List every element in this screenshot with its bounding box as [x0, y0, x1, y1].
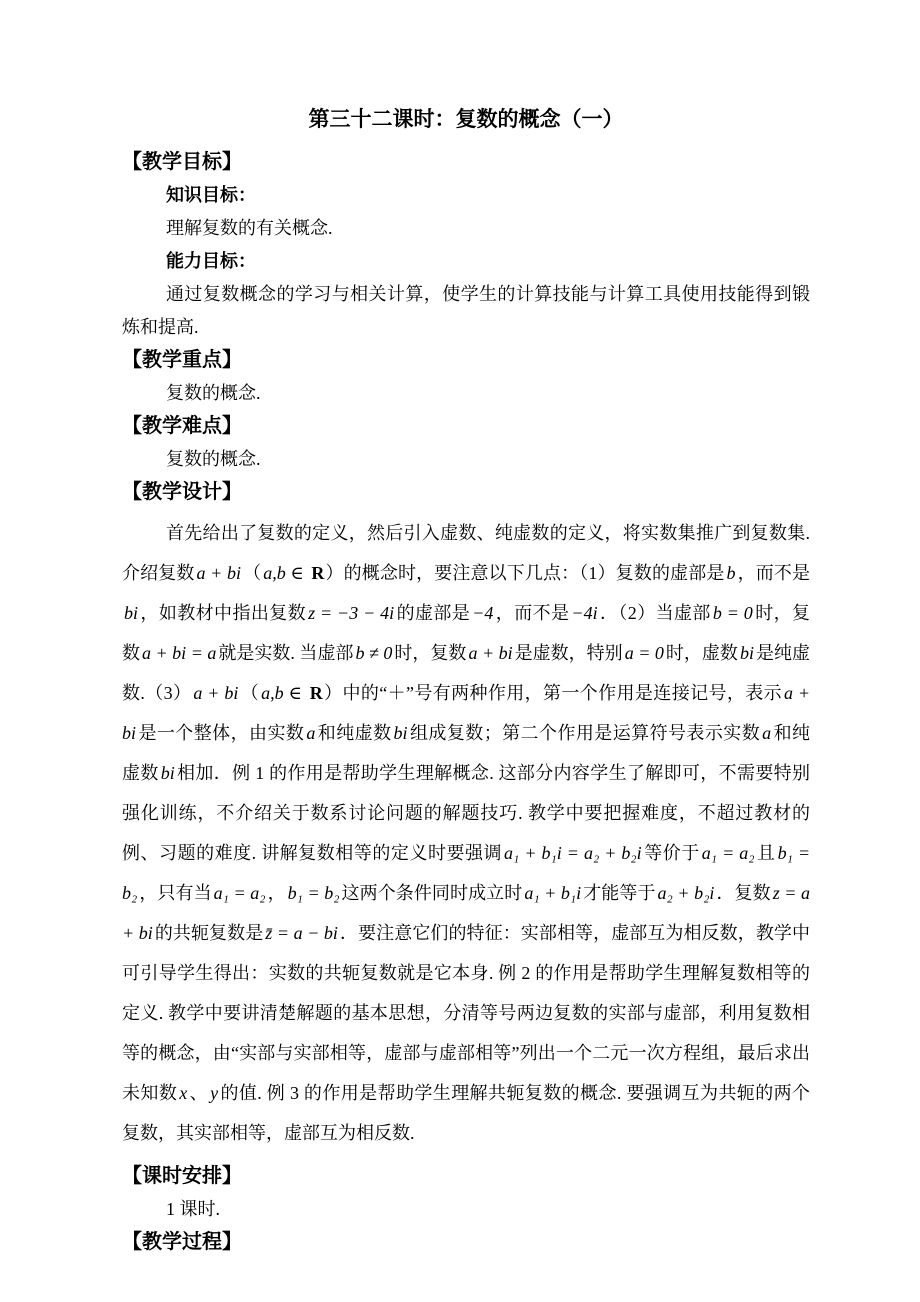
math-segment: y	[210, 1083, 219, 1103]
text-segment: ）的概念时，要注意以下几点：（1）复数的虚部是	[325, 563, 725, 583]
key-points-text: 复数的概念.	[166, 383, 261, 403]
text-segment: ）中的“＋”号有两种作用，第一个作用是连接记号，表示	[323, 683, 782, 703]
text-segment: ，而不是	[495, 603, 570, 623]
math-segment: b₁ = b₂	[287, 883, 340, 903]
math-segment: −4i	[571, 603, 598, 623]
text-segment: ．复数	[716, 883, 771, 903]
knowledge-goal-label: 知识目标：	[166, 185, 256, 205]
math-segment: a₁ + b₁i = a₂ + b₂i	[504, 843, 642, 863]
text-segment: 和纯虚数	[122, 723, 811, 783]
section-heading-process: 【教学过程】	[122, 1231, 242, 1253]
text-segment: 的共轭复数是	[154, 923, 264, 943]
text-segment: 是一个整体，由实数	[138, 723, 305, 743]
section-heading-design: 【教学设计】	[122, 481, 242, 503]
text-segment: 时，虚数	[665, 643, 738, 663]
text-segment: ，只有当	[139, 883, 212, 903]
difficulties-text: 复数的概念.	[166, 449, 261, 469]
document-title	[122, 105, 810, 135]
math-segment: z = −3 − 4i	[308, 603, 395, 623]
text-segment: 时，复数	[394, 643, 467, 663]
math-segment: x	[179, 1083, 188, 1103]
math-segment: R	[309, 683, 323, 703]
math-segment: a	[762, 723, 772, 743]
ability-goal-text: 通过复数概念的学习与相关计算，使学生的计算技能与计算工具使用技能得到锻炼和提高.	[122, 284, 810, 337]
section-heading-objectives: 【教学目标】	[122, 151, 242, 173]
text-segment: 的虚部是	[396, 603, 471, 623]
math-segment: b₁ = b₂	[122, 843, 811, 903]
knowledge-goal-text: 理解复数的有关概念.	[166, 218, 333, 238]
text-segment: （	[240, 683, 260, 703]
text-segment: 的值. 例 3 的作用是帮助学生理解共轭复数的概念. 要强调互为共轭的两个复数，其实部相等，虚部互为相反数.	[122, 1083, 811, 1143]
math-segment: a₂ + b₂i	[657, 883, 715, 903]
text-segment: 等价于	[643, 843, 700, 863]
math-segment: a + bi	[193, 683, 239, 703]
text-segment: ．要注意它们的特征：实部相等，虚部互为相反数，教学中可引导学生得出：实数的共轭复数就是它本身. 例 2 的作用是帮助学生理解复数相等的定义. 教学中要讲清楚解题的基本思想，分清等号两边复数的实部与虚部，利用复数相等的概念，由“实部与实部相等，虚部与虚部相等”列出一个二元一次方程组，最后求出未知数	[122, 923, 810, 1103]
math-segment: a + bi	[122, 683, 811, 743]
text-segment: ，而不是	[737, 563, 811, 583]
math-segment: b = 0	[712, 603, 753, 623]
math-segment: b ≠ 0	[355, 643, 393, 663]
text-segment: 才能等于	[583, 883, 656, 903]
section-heading-difficulties: 【教学难点】	[122, 415, 242, 437]
math-segment: a = 0	[624, 643, 664, 663]
math-segment: z̄ = a − bi	[265, 923, 338, 943]
math-segment: a + bi	[196, 563, 241, 583]
math-segment: bi	[160, 763, 175, 783]
math-segment: a + bi	[468, 643, 513, 663]
math-segment: bi	[739, 643, 754, 663]
math-segment: bi	[393, 723, 408, 743]
text-segment: 组成复数；第二个作用是运算符号表示实数	[409, 723, 761, 743]
math-segment: a₁ = a₂	[213, 883, 266, 903]
text-segment: 相加．例 1 的作用是帮助学生理解概念. 这部分内容学生了解即可，不需要特别强化训练，不介绍关于数系讨论问题的解题技巧. 教学中要把握难度，不超过教材的例、习题的难度. 讲解复数相等的定义时要强调	[122, 763, 811, 863]
text-segment: 首先给出了复数的定义，然后引入虚数、纯虚数的定义，将实数集推广到复数集. 介绍复数	[122, 523, 810, 583]
math-segment: z = a + bi	[122, 883, 810, 943]
math-segment: a₁ = a₂	[701, 843, 755, 863]
text-segment: 、	[189, 1083, 209, 1103]
text-segment: 且	[756, 843, 776, 863]
math-segment: a,b ∈	[263, 563, 309, 583]
math-segment: a	[306, 723, 316, 743]
math-segment: a,b ∈	[261, 683, 307, 703]
text-segment: 是虚数，特别	[514, 643, 623, 663]
math-segment: a + bi = a	[142, 643, 217, 663]
text-segment: 时，复数	[122, 603, 811, 663]
text-segment: （	[242, 563, 262, 583]
document-title-text: 第三十二课时：复数的概念（一）	[308, 108, 624, 131]
text-segment: 是纯虚数.（3）	[122, 643, 810, 703]
math-segment: −4	[472, 603, 494, 623]
ability-goal-label: 能力目标：	[166, 251, 256, 271]
text-segment: 这两个条件同时成立时	[341, 883, 523, 903]
math-segment: a₁ + b₁i	[524, 883, 582, 903]
math-segment: b	[726, 563, 736, 583]
design-paragraph	[122, 513, 810, 1153]
math-segment: bi	[124, 603, 139, 623]
text-segment: 就是实数. 当虚部	[218, 643, 354, 663]
text-segment: ，	[267, 883, 286, 903]
schedule-text: 1 课时.	[166, 1199, 220, 1219]
text-segment: 和纯虚数	[317, 723, 392, 743]
math-segment: R	[311, 563, 325, 583]
text-segment: ，如教材中指出复数	[140, 603, 307, 623]
section-heading-key-points: 【教学重点】	[122, 349, 242, 371]
section-heading-schedule: 【课时安排】	[122, 1165, 242, 1187]
text-segment: ．（2）当虚部	[599, 603, 711, 623]
